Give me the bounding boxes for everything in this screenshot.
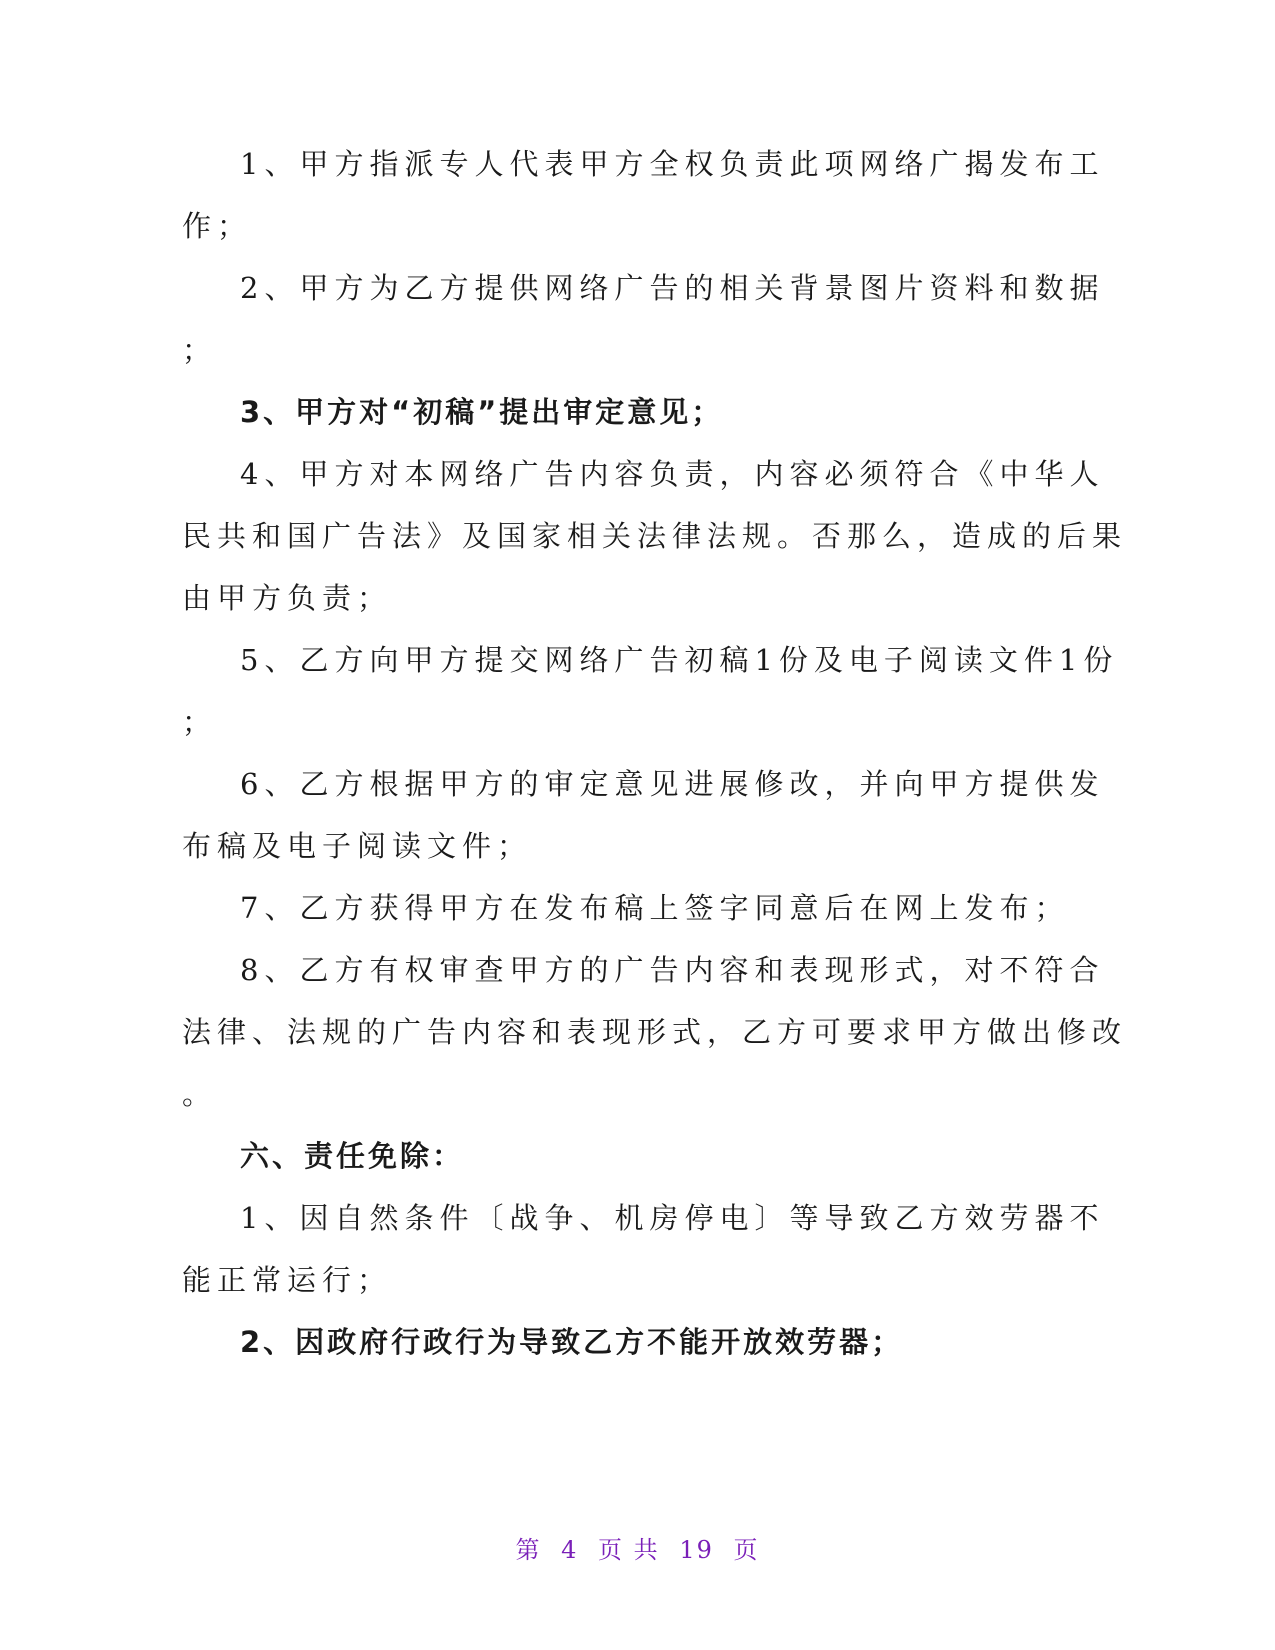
- footer-middle: 页 共: [598, 1536, 660, 1564]
- paragraph-line: 布稿及电子阅读文件；: [182, 829, 533, 863]
- paragraph-line: 由甲方负责；: [182, 581, 393, 615]
- paragraph-line: 。: [182, 1077, 218, 1111]
- paragraph-line: 4、甲方对本网络广告内容负责，内容必须符合《中华人: [240, 457, 1105, 491]
- paragraph-line: 1、甲方指派专人代表甲方全权负责此项网络广揭发布工: [240, 147, 1105, 181]
- paragraph-line: 8、乙方有权审查甲方的广告内容和表现形式，对不符合: [240, 953, 1105, 987]
- paragraph-line: 能正常运行；: [182, 1263, 393, 1297]
- paragraph-line-bold: 2、因政府行政行为导致乙方不能开放效劳器；: [240, 1325, 904, 1359]
- total-page-count: 19: [679, 1536, 714, 1564]
- paragraph-line: 1、因自然条件〔战争、机房停电〕等导致乙方效劳器不: [240, 1201, 1105, 1235]
- section-heading: 六、责任免除：: [240, 1139, 465, 1173]
- footer-suffix: 页: [733, 1536, 760, 1564]
- paragraph-line: ；: [182, 333, 218, 367]
- current-page-number: 4: [561, 1536, 579, 1564]
- paragraph-line: 作；: [182, 209, 253, 243]
- paragraph-line: 民共和国广告法》及国家相关法律法规。否那么，造成的后果: [182, 519, 1128, 553]
- paragraph-line: 2、甲方为乙方提供网络广告的相关背景图片资料和数据: [240, 271, 1105, 305]
- paragraph-line-bold: 3、甲方对“初稿”提出审定意见；: [240, 395, 724, 429]
- page-footer: [0, 1530, 1275, 1565]
- paragraph-line: 6、乙方根据甲方的审定意见进展修改，并向甲方提供发: [240, 767, 1105, 801]
- paragraph-line: 5、乙方向甲方提交网络广告初稿1份及电子阅读文件1份: [240, 643, 1119, 677]
- paragraph-line: 法律、法规的广告内容和表现形式，乙方可要求甲方做出修改: [182, 1015, 1128, 1049]
- paragraph-line: 7、乙方获得甲方在发布稿上签字同意后在网上发布；: [240, 891, 1070, 925]
- footer-prefix: 第: [515, 1536, 542, 1564]
- paragraph-line: ；: [182, 705, 218, 739]
